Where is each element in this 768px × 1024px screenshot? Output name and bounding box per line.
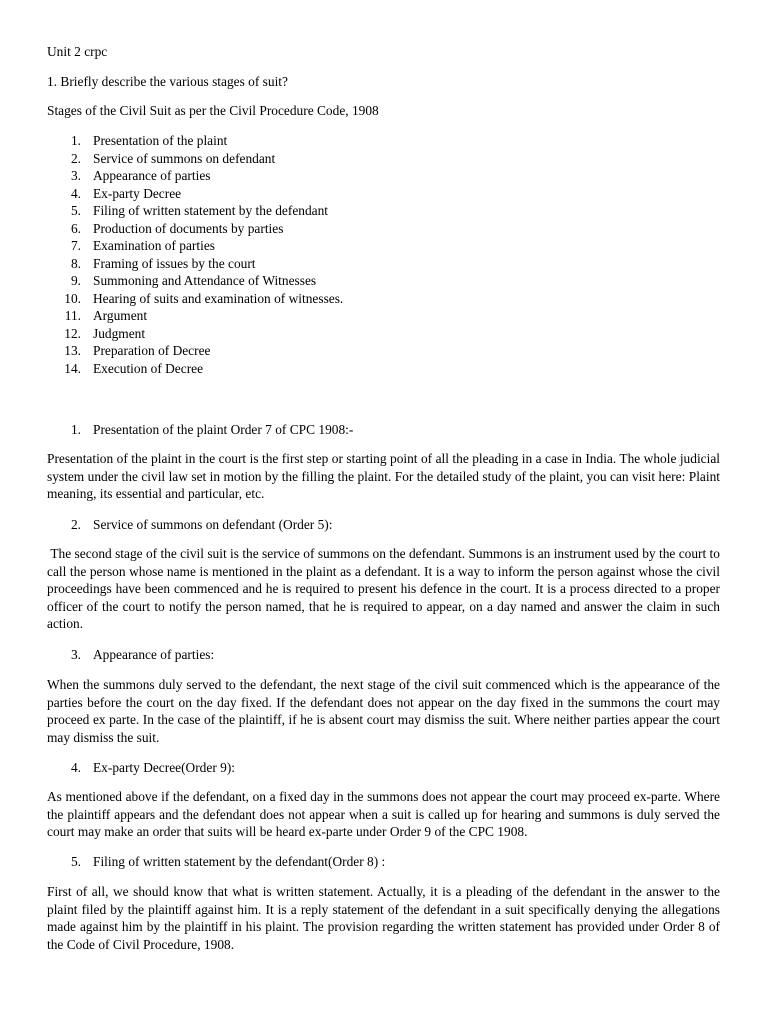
section-body-written-statement: First of all, we should know that what is written statement. Actually, it is a pleading of the defendant in the answer to the plaint filed by the plaintiff against him. It is a reply statement of the defendant in a suit specifically denying the allegations made against him by the plaintiff in his plaint. The provision regarding the written statement has provided under Order 8 of the Code of Civil Procedure, 1908. <box>47 884 720 952</box>
list-item: 12. Judgment <box>64 325 146 341</box>
list-item: 3. Appearance of parties <box>70 168 211 183</box>
section-heading-presentation: 1. Presentation of the plaint Order 7 of CPC 1908:- <box>70 422 354 437</box>
question-line: 1. Briefly describe the various stages of suit? <box>47 74 288 89</box>
list-item: 10. Hearing of suits and examination of witnesses. <box>64 290 344 306</box>
section-body-presentation: Presentation of the plaint in the court is the first step or starting point of all the pleading in a case in India. The whole judicial system under the civil law set in motion by the filling the plaint. For the detailed study of the plaint, you can visit here: Plaint meaning, its essential and particular, etc. <box>47 451 720 501</box>
list-item: 8. Framing of issues by the court <box>70 255 256 271</box>
list-item: 2. Service of summons on defendant <box>70 150 276 166</box>
list-item: 5. Filing of written statement by the defendant <box>70 203 329 218</box>
list-item: 14. Execution of Decree <box>64 360 204 376</box>
section-heading-written-statement: 5. Filing of written statement by the defendant(Order 8) : <box>70 854 386 869</box>
section-heading-ex-parte: 4. Ex-party Decree(Order 9): <box>70 760 236 775</box>
section-heading-appearance: 3. Appearance of parties: <box>70 647 215 662</box>
document-title: Unit 2 crpc <box>47 44 108 59</box>
list-item: 7. Examination of parties <box>70 238 215 253</box>
stages-list <box>47 132 720 377</box>
stages-subtitle: Stages of the Civil Suit as per the Civil Procedure Code, 1908 <box>47 103 379 118</box>
list-item: 13. Preparation of Decree <box>64 343 211 358</box>
list-item: 11. Argument <box>64 308 148 323</box>
list-item: 4. Ex-party Decree <box>70 185 182 201</box>
list-item: 9. Summoning and Attendance of Witnesses <box>70 273 317 288</box>
section-body-summons: The second stage of the civil suit is the service of summons on the defendant. Summons is an instrument used by the court to call the person whose name is mentioned in the plaint as a defendant. It is a way to inform the person against whose the civil proceedings have been commenced and he is required to present his defence in the court. It is a process directed to a proper officer of the court to notify the person named, that he is required to appear, on a day named and answer the claim in such action. <box>47 546 724 631</box>
list-item: 1. Presentation of the plaint <box>70 133 228 148</box>
list-item: 6. Production of documents by parties <box>70 220 284 236</box>
section-body-appearance: When the summons duly served to the defendant, the next stage of the civil suit commenced which is the appearance of the parties before the court on the day fixed. If the defendant does not appear on the day fixed in the summons the court may proceed ex parte. In the case of the plaintiff, if he is absent court may dismiss the suit. Where neither parties appear the court may dismiss the suit. <box>47 677 720 745</box>
section-heading-summons: 2. Service of summons on defendant (Order 5): <box>70 517 333 532</box>
section-body-ex-parte: As mentioned above if the defendant, on a fixed day in the summons does not appear the court may proceed ex-parte. Where the plaintiff appears and the defendant does not appear when a suit is called up for hearing and summons is duly served the court may make an order that suits will be heard ex-parte under Order 9 of the CPC 1908. <box>47 789 720 839</box>
